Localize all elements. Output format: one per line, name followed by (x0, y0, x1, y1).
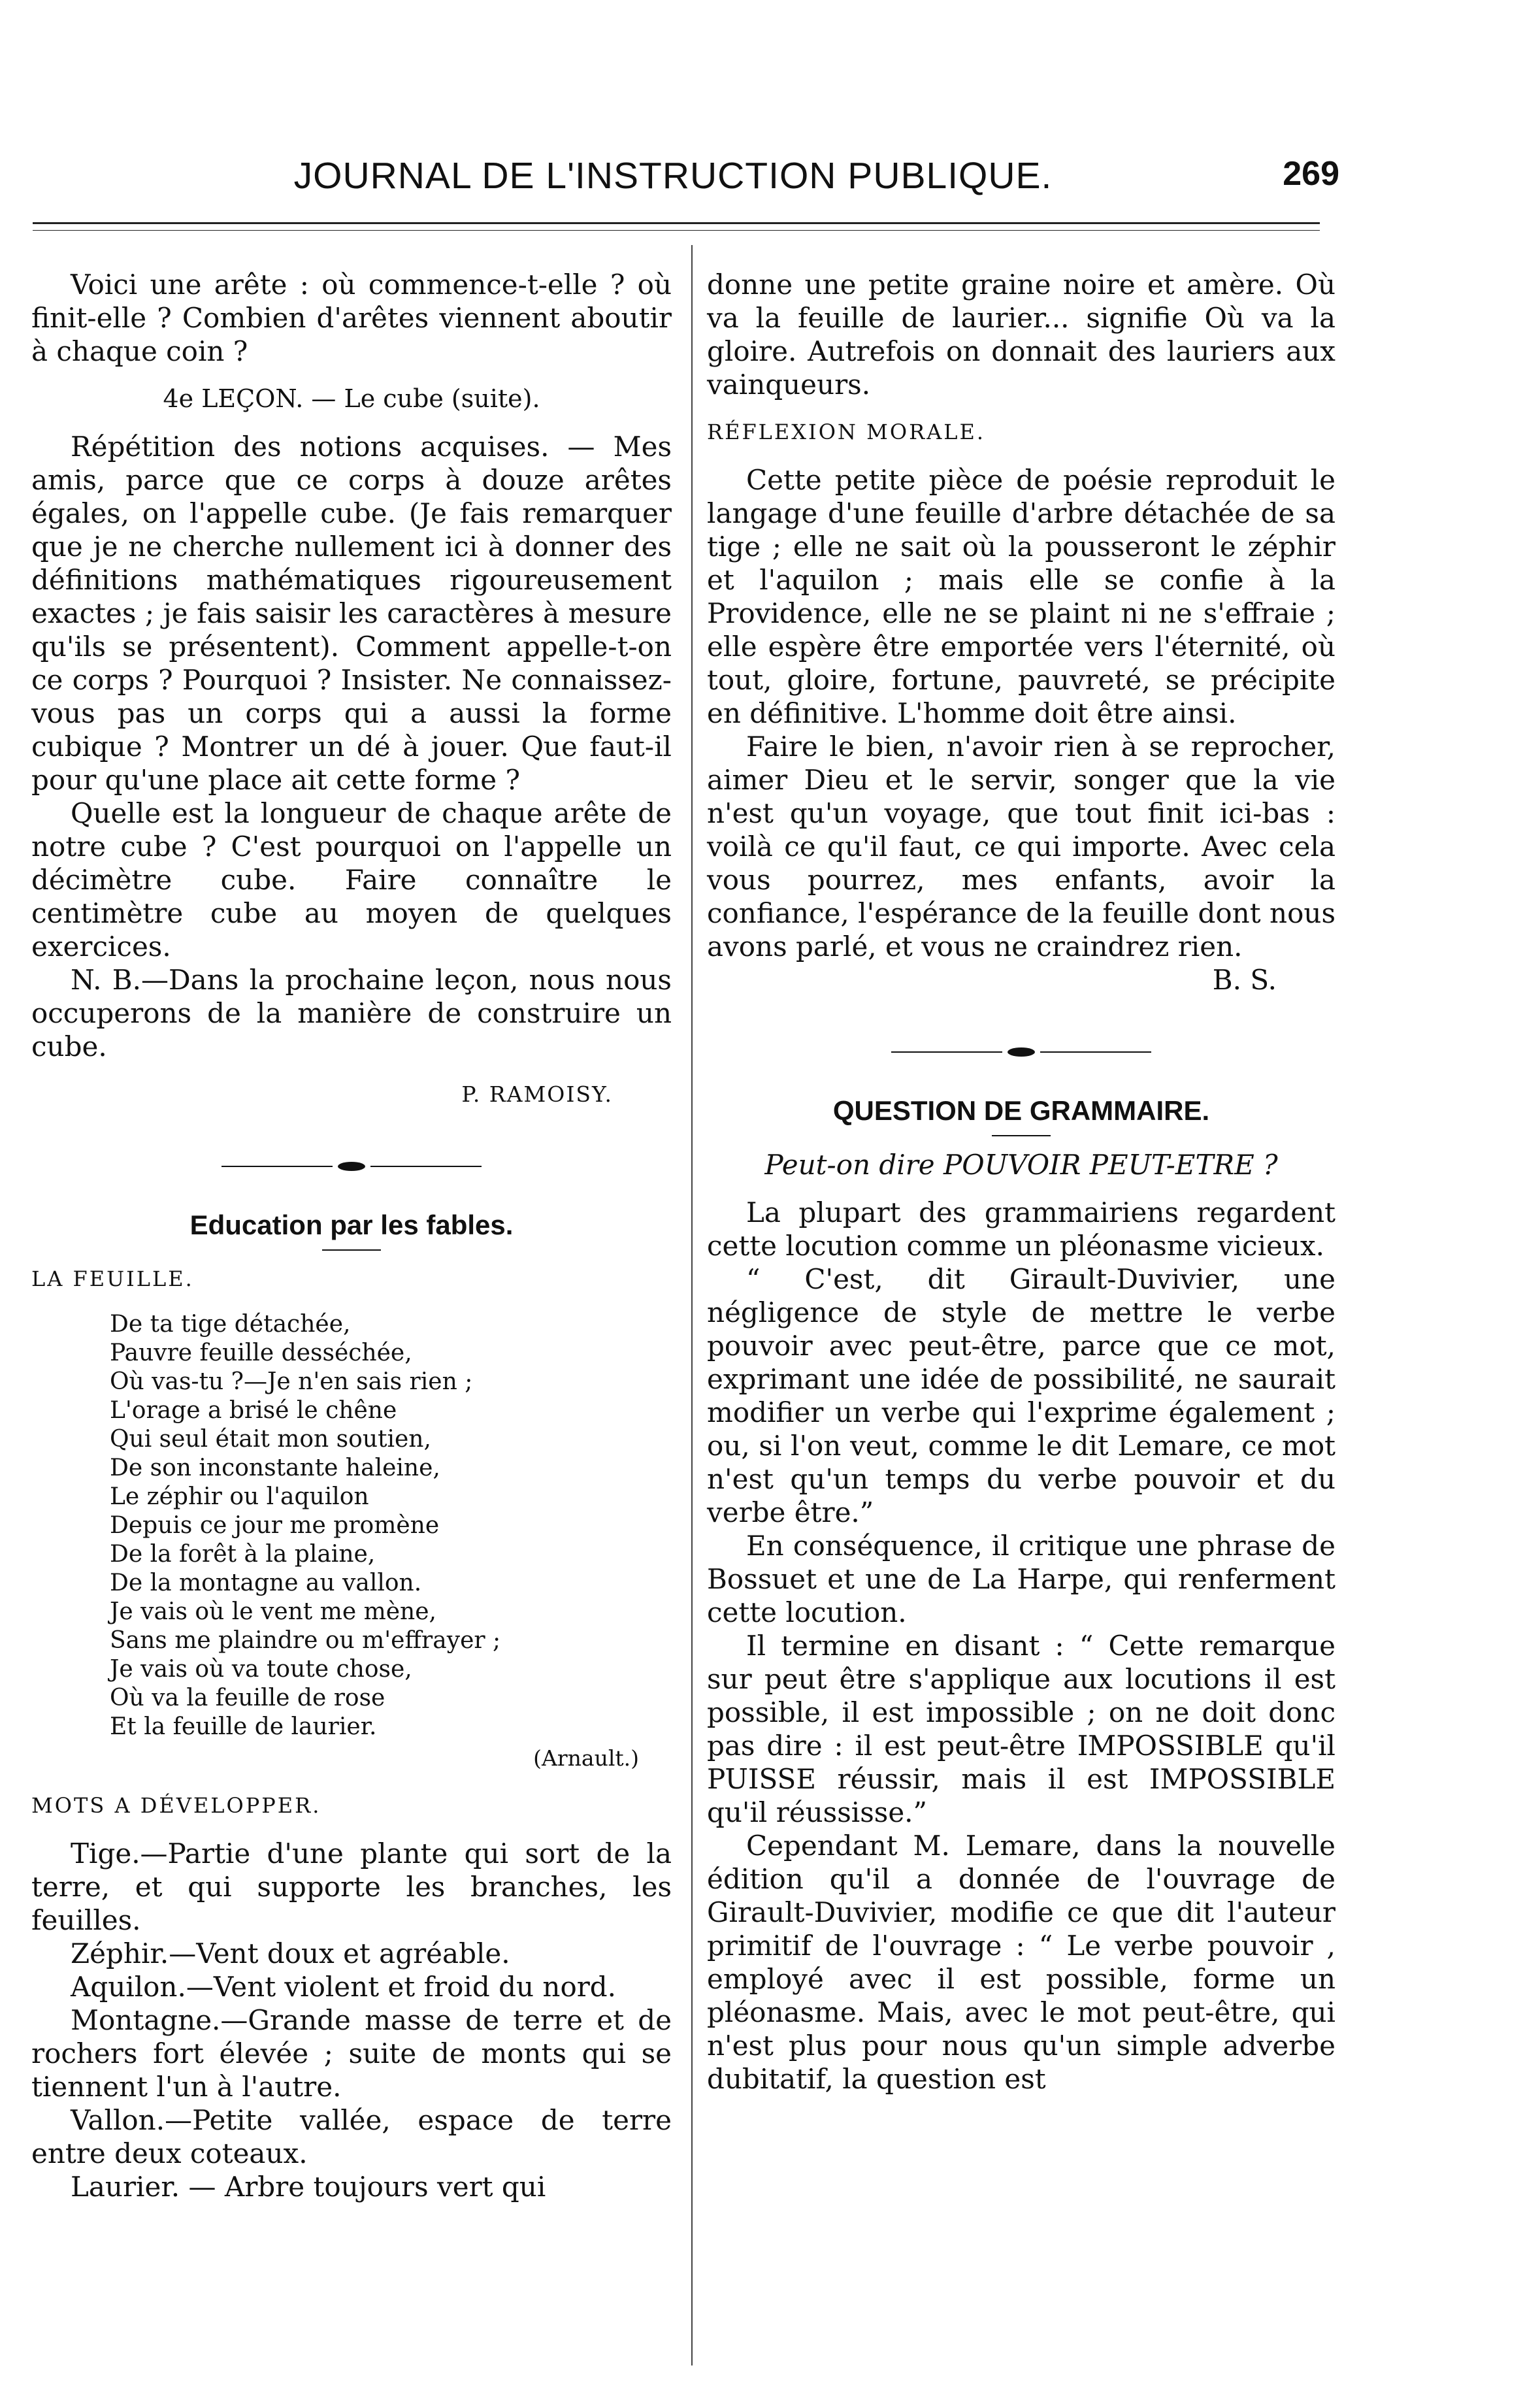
paragraph: Voici une arête : où commence-t-elle ? où finit-elle ? Combien d'arêtes viennent aboutir à chaque coin ? (31, 269, 672, 367)
glossary-item: Tige.—Partie d'une plante qui sort de la terre, et qui supporte les branches, les feuilles. (31, 1837, 672, 1936)
short-rule (992, 1135, 1051, 1136)
short-rule (322, 1249, 381, 1251)
paragraph: La plupart des grammairiens regardent cette locution comme un pléonasme vicieux. (707, 1196, 1335, 1262)
ornament-divider (31, 1149, 672, 1182)
left-column (31, 268, 672, 2203)
poem-line: Pauvre feuille desséchée, (110, 1340, 412, 1366)
glossary-item: Montagne.—Grande masse de terre et de rochers fort élevée ; suite de monts qui se tiennent l'un à l'autre. (31, 2004, 672, 2103)
poem (110, 1310, 672, 1741)
poem-line: De ta tige détachée, (110, 1311, 351, 1338)
paragraph: Cependant M. Lemare, dans la nouvelle édition qu'il a donnée de l'ouvrage de Girault-Duvivier, modifie ce que dit l'auteur primitif de l'ouvrage : “ Le verbe pouvoir , employé avec il est possible, forme un pléonasme. Mais, avec le mot peut-être, qui n'est plus pour nous qu'un simple adverbe dubitatif, la question est (707, 1830, 1335, 2095)
paragraph: donne une petite graine noire et amère. Où va la feuille de laurier... signifie Où va la gloire. Autrefois on donnait des lauriers aux vainqueurs. (707, 269, 1335, 401)
reflexion-heading: RÉFLEXION MORALE. (707, 420, 986, 444)
ornament-divider (707, 1034, 1335, 1068)
glossary-item: Vallon.—Petite vallée, espace de terre entre deux coteaux. (31, 2104, 672, 2169)
signature: B. S. (1212, 964, 1277, 996)
glossary-item: Zéphir.—Vent doux et agréable. (71, 1937, 510, 1969)
poem-line: L'orage a brisé le chêne (110, 1397, 397, 1424)
section-heading: Education par les fables. (189, 1210, 514, 1240)
poem-line: Qui seul était mon soutien, (110, 1426, 431, 1453)
poem-line: Je vais où le vent me mène, (110, 1598, 436, 1625)
page-number: 269 (1283, 155, 1339, 193)
journal-title: JOURNAL DE L'INSTRUCTION PUBLIQUE. (293, 155, 1053, 197)
mots-heading: MOTS A DÉVELOPPER. (31, 1793, 321, 1818)
signature: P. RAMOISY. (461, 1081, 613, 1107)
poem-line: Je vais où va toute chose, (110, 1656, 412, 1683)
poem-line: Le zéphir ou l'aquilon (110, 1483, 369, 1510)
poem-line: Sans me plaindre ou m'effrayer ; (110, 1627, 501, 1654)
poem-line: Et la feuille de laurier. (110, 1713, 377, 1740)
header-rule-thick (33, 222, 1320, 224)
paragraph: “ C'est, dit Girault-Duvivier, une négligence de style de mettre le verbe pouvoir avec peut-être, parce que ce mot, exprimant une idée de possibilité, ne saurait modifier un verbe qui l'exprime également ; ou, si l'on veut, comme le dit Lemare, ce mot n'est qu'un temps du verbe pouvoir et du verbe être.” (707, 1263, 1335, 1528)
poem-line: De la forêt à la plaine, (110, 1541, 376, 1568)
poem-title: LA FEUILLE. (31, 1266, 194, 1291)
paragraph: Quelle est la longueur de chaque arête de notre cube ? C'est pourquoi on l'appelle un décimètre cube. Faire connaître le centimètre cube au moyen de quelques exercices. (31, 797, 672, 963)
paragraph: Il termine en disant : “ Cette remarque sur peut être s'applique aux locutions il est possible, il est impossible ; on ne doit donc pas dire : il est peut-être IMPOSSIBLE qu'il PUISSE réussir, mais il est IMPOSSIBLE qu'il réussisse.” (707, 1630, 1335, 1828)
paragraph: En conséquence, il critique une phrase de Bossuet et une de La Harpe, qui renferment cette locution. (707, 1530, 1335, 1628)
paragraph: N. B.—Dans la prochaine leçon, nous nous occuperons de la manière de construire un cube. (31, 964, 672, 1063)
header-rule-thin (33, 230, 1320, 231)
paragraph: Faire le bien, n'avoir rien à se reprocher, aimer Dieu et le servir, songer que la vie n'est qu'un voyage, que tout finit ici-bas : voilà ce qu'il faut, ce qui importe. Avec cela vous pourrez, mes enfants, avoir la confiance, l'espérance de la feuille dont nous avons parlé, et vous ne craindrez rien. (707, 731, 1335, 963)
poem-line: De la montagne au vallon. (110, 1570, 422, 1596)
glossary-item: Aquilon.—Vent violent et froid du nord. (71, 1971, 617, 2003)
lesson-title: 4e LEÇON. — Le cube (suite). (163, 384, 540, 413)
column-divider (691, 245, 693, 2365)
glossary-item: Laurier. — Arbre toujours vert qui (71, 2171, 546, 2203)
right-column (707, 268, 1335, 2096)
running-header (0, 154, 1540, 213)
question-subtitle: Peut-on dire POUVOIR PEUT-ETRE ? (764, 1149, 1278, 1181)
poem-line: Où vas-tu ?—Je n'en sais rien ; (110, 1368, 473, 1395)
poem-line: Où va la feuille de rose (110, 1685, 385, 1711)
section-heading: QUESTION DE GRAMMAIRE. (832, 1095, 1210, 1126)
poem-line: De son inconstante haleine, (110, 1455, 440, 1481)
paragraph: Cette petite pièce de poésie reproduit le langage d'une feuille d'arbre détachée de sa tige ; elle ne sait où la pousseront le zéphir et l'aquilon ; mais elle se confie à la Providence, elle ne se plaint ni ne s'effraie ; elle espère être emportée vers l'éternité, où tout, gloire, fortune, pauvreté, se précipite en définitive. L'homme doit être ainsi. (707, 464, 1335, 729)
paragraph: Répétition des notions acquises. — Mes amis, parce que ce corps à douze arêtes égales, on l'appelle cube. (Je fais remarquer que je ne cherche nullement ici à donner des définitions mathématiques rigoureusement exactes ; je fais saisir les caractères à mesure qu'ils se présentent). Comment appelle-t-on ce corps ? Pourquoi ? Insister. Ne connaissez-vous pas un corps qui a aussi la forme cubique ? Montrer un dé à jouer. Que faut-il pour qu'une place ait cette forme ? (31, 431, 672, 796)
poem-line: Depuis ce jour me promène (110, 1512, 440, 1539)
poem-author: (Arnault.) (533, 1745, 639, 1771)
